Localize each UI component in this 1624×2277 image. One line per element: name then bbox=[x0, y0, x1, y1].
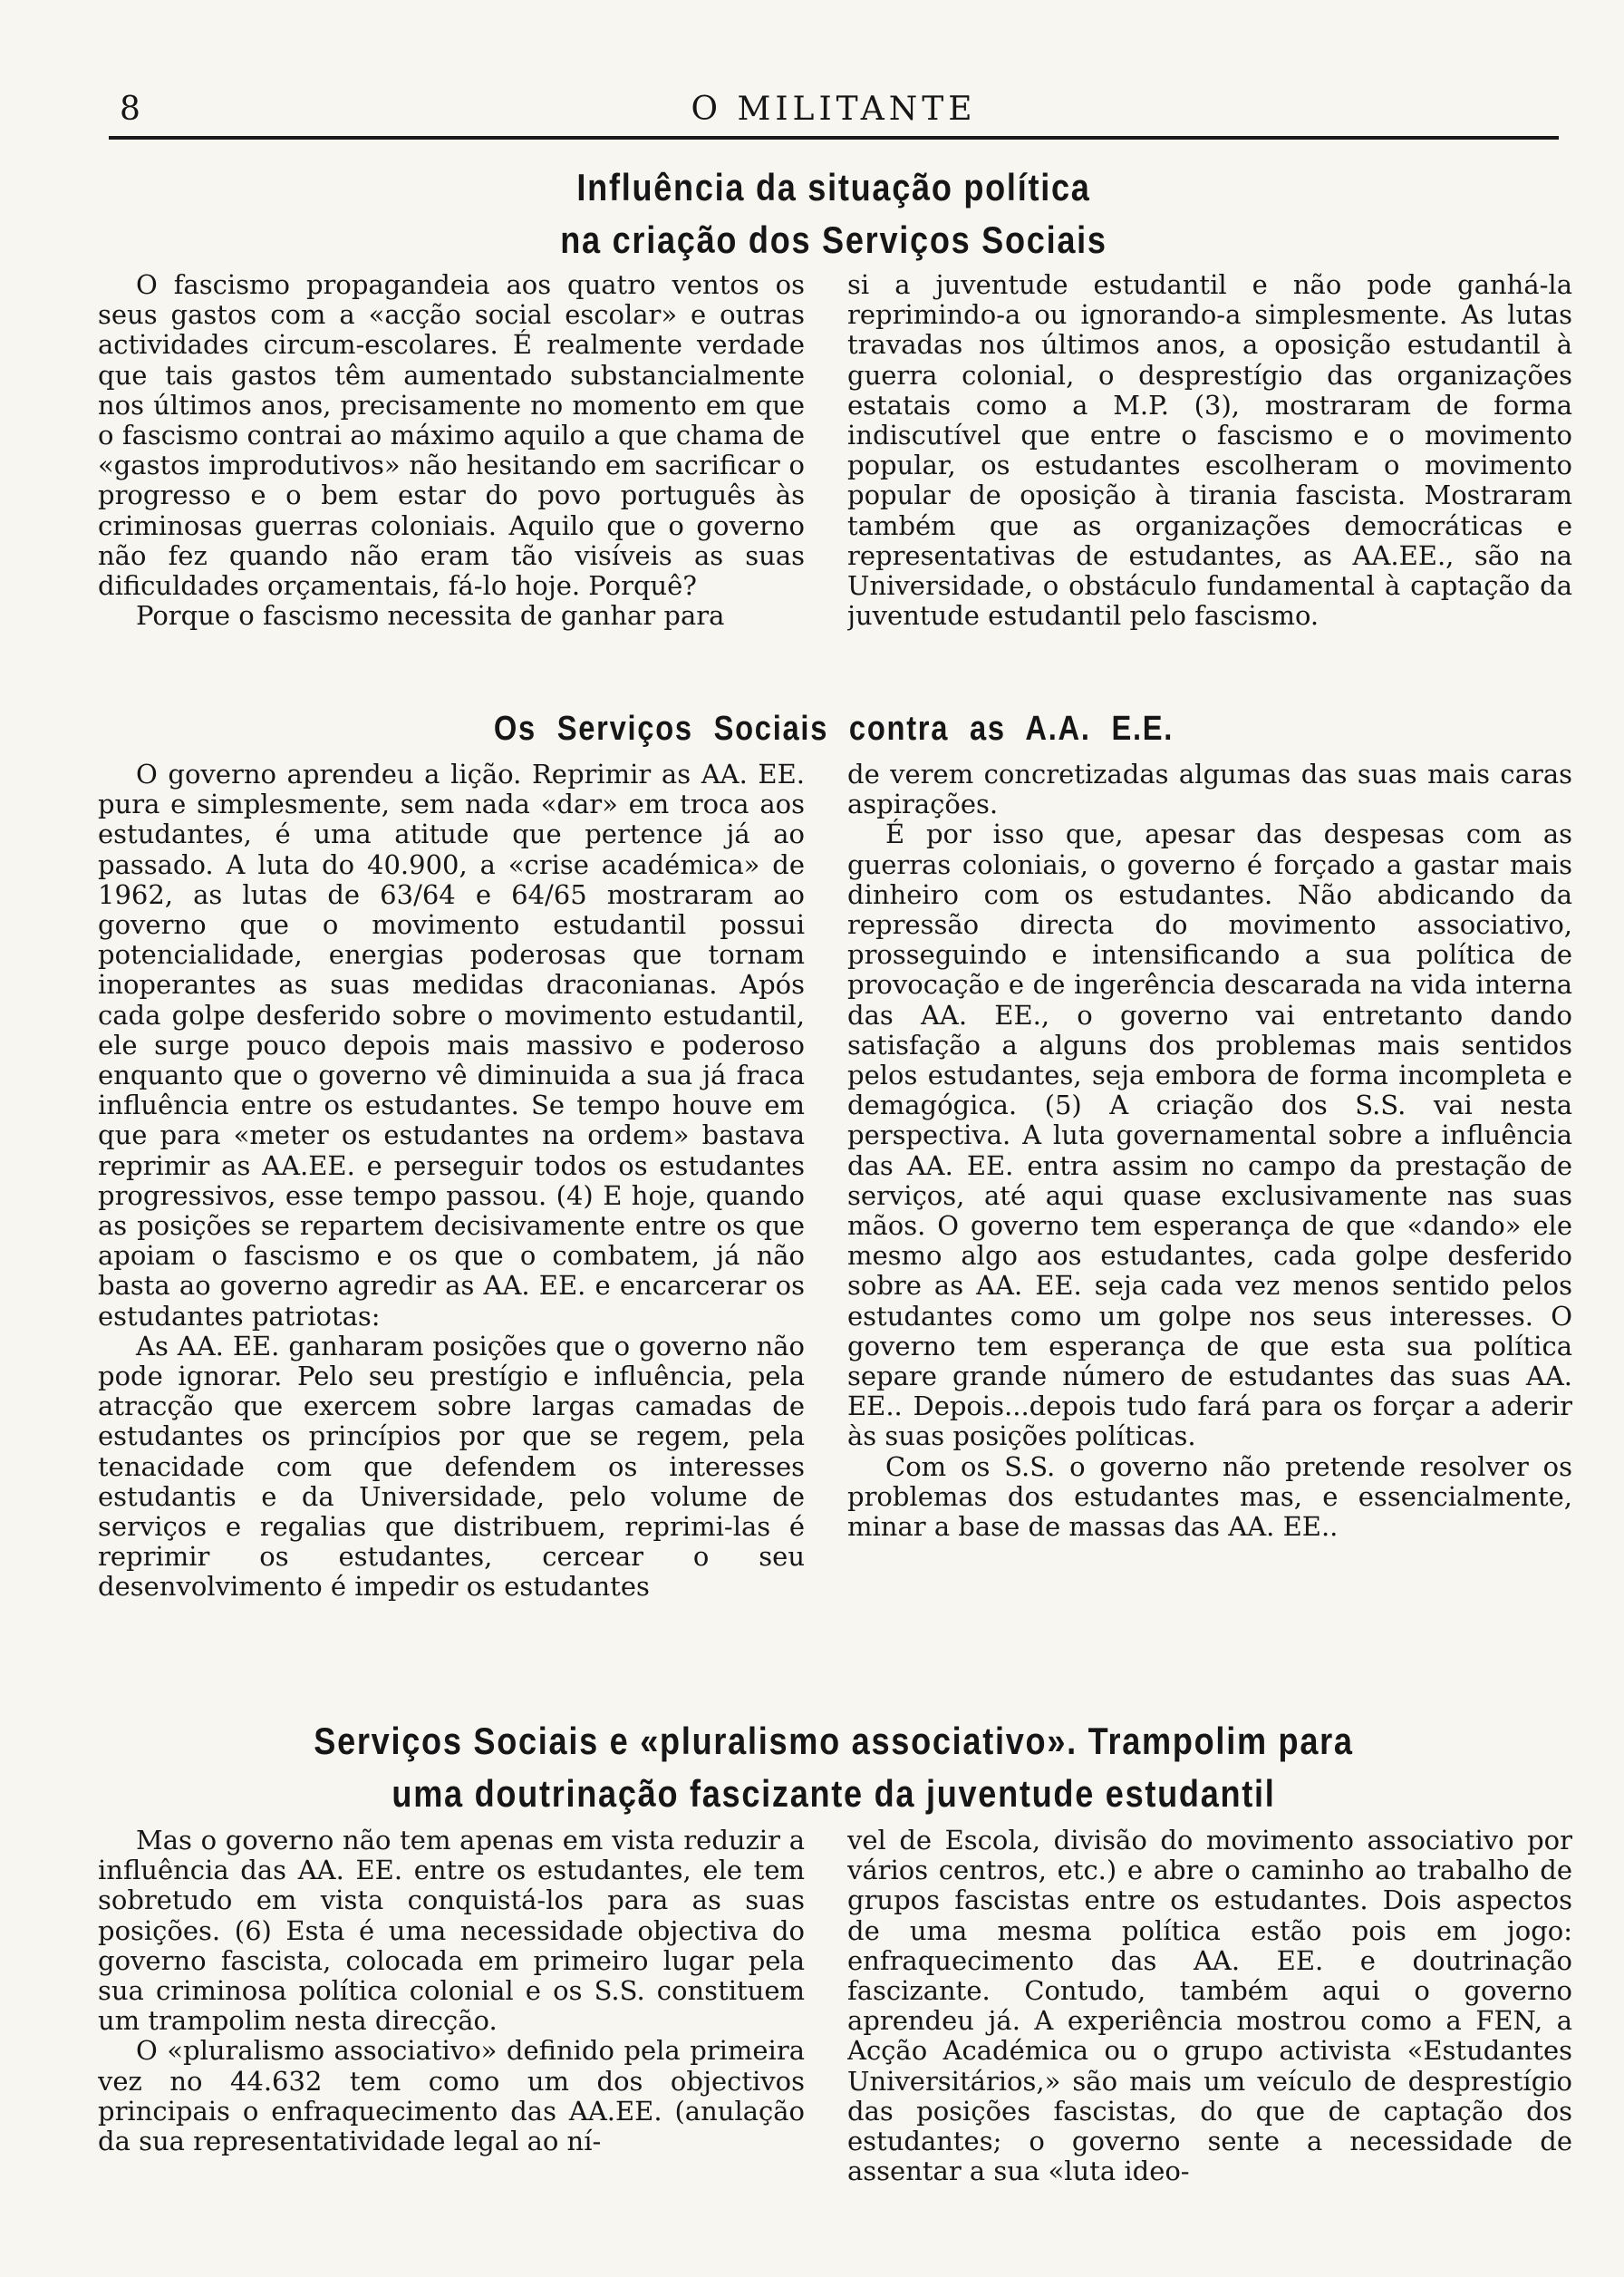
section-2-subtitle-text: Os Serviços Sociais contra as A.A. E.E. bbox=[493, 710, 1174, 748]
paragraph: Mas o governo não tem apenas em vista reduzir a influência das AA. EE. entre os estudantes, ele tem sobretudo em vista conquistá-los para as suas posições. (6) Esta é uma necessidade objectiva do governo fascista, colocada em primeiro lugar pela sua criminosa política colonial e os S.S. constituem um trampolim nesta direcção. bbox=[98, 1826, 805, 2037]
running-header bbox=[109, 91, 1559, 136]
paragraph: de verem concretizadas algumas das suas mais caras aspirações. bbox=[847, 760, 1572, 820]
section-3-title bbox=[210, 1715, 1457, 1820]
publication-title: O MILITANTE bbox=[691, 91, 977, 128]
paragraph: É por isso que, apesar das despesas com as guerras coloniais, o governo é forçado a gastar mais dinheiro com os estudantes. Não abdicando da repressão directa do movimento associativo, prosseguindo e intensificando a sua política de provocação e de ingerência descarada na vida interna das AA. EE., o governo vai entretanto dando satisfação a alguns dos problemas mais sentidos pelos estudantes, seja embora de forma incompleta e demagógica. (5) A criação dos S.S. vai nesta perspectiva. A luta governamental sobre a influência das AA. EE. entra assim no campo da prestação de serviços, até aqui quase exclusivamente nas suas mãos. O governo tem esperança de que «dando» ele mesmo algo aos estudantes, cada golpe desferido sobre as AA. EE. seja cada vez menos sentido pelos estudantes como um golpe nos seus interesses. O governo tem esperança de que esta sua política separe grande número de estudantes das suas AA. EE.. Depois...depois tudo fará para os forçar a aderir às suas posições políticas. bbox=[847, 819, 1572, 1452]
section-1-title bbox=[210, 161, 1457, 266]
paragraph: vel de Escola, divisão do movimento associativo por vários centros, etc.) e abre o caminho ao trabalho de grupos fascistas entre os estudantes. Dois aspectos de uma mesma política estão pois em jogo: enfraquecimento das AA. EE. e doutrinação fascizante. Contudo, também aqui o governo aprendeu já. A experiência mostrou como a FEN, a Acção Académica ou o grupo activista «Estudantes Universitários,» são mais um veículo de desprestígio das posições fascistas, do que de captação dos estudantes; o governo sente a necessidade de assentar a sua «luta ideo- bbox=[847, 1826, 1572, 2187]
section-1-left-column bbox=[98, 270, 805, 693]
paragraph: O «pluralismo associativo» definido pela primeira vez no 44.632 tem como um dos objectivos principais o enfraquecimento das AA.EE. (anulação da sua representatividade legal ao ní- bbox=[98, 2035, 805, 2157]
paragraph: Porque o fascismo necessita de ganhar para bbox=[136, 600, 725, 632]
paragraph: As AA. EE. ganharam posições que o governo não pode ignorar. Pelo seu prestígio e influência, pela atracção que exercem sobre largas camadas de estudantes os princípios por que se regem, pela tenacidade com que defendem os interesses estudantis e da Universidade, pelo volume de serviços e regalias que distribuem, reprimi-las é reprimir os estudantes, cercear o seu desenvolvimento é impedir os estudantes bbox=[98, 1330, 805, 1603]
paragraph: O governo aprendeu a lição. Reprimir as AA. EE. pura e simplesmente, sem nada «dar» em troca aos estudantes, é uma atitude que pertence já ao passado. A luta do 40.900, a «crise académica» de 1962, as lutas de 63/64 e 64/65 mostraram ao governo que o movimento estudantil possui potencialidade, energias poderosas que tornam inoperantes as suas medidas draconianas. Após cada golpe desferido sobre o movimento estudantil, ele surge pouco depois mais massivo e poderoso enquanto que o governo vê diminuida a sua já fraca influência entre os estudantes. Se tempo houve em que para «meter os estudantes na ordem» bastava reprimir as AA.EE. e perseguir todos os estudantes progressivos, esse tempo passou. (4) E hoje, quando as posições se repartem decisivamente entre os que apoiam o fascismo e os que o combatem, já não basta ao governo agredir as AA. EE. e encarcerar os estudantes patriotas: bbox=[98, 760, 805, 1332]
header-divider bbox=[109, 136, 1559, 140]
paragraph: si a juventude estudantil e não pode ganhá-la reprimindo-a ou ignorando-a simplesmente. As lutas travadas nos últimos anos, a oposição estudantil à guerra colonial, o desprestígio das organizações estatais como a M.P. (3), mostraram de forma indiscutível que entre o fascismo e o movimento popular, os estudantes escolheram o movimento popular de oposição à tirania fascista. Mostraram também que as organizações democráticas e representativas de estudantes, as AA.EE., são na Universidade, o obstáculo fundamental à captação da juventude estudantil pelo fascismo. bbox=[847, 270, 1572, 632]
section-3-right-column bbox=[847, 1826, 1572, 2188]
paragraph: O fascismo propagandeia aos quatro ventos os seus gastos com a «acção social escolar» e outras actividades circum-escolares. É realmente verdade que tais gastos têm aumentado substancialmente nos últimos anos, precisamente no momento em que o fascismo contrai ao máximo aquilo a que chama de «gastos improdutivos» não hesitando em sacrificar o progresso e o bem estar do povo português às criminosas guerras coloniais. Aquilo que o governo não fez quando não eram tão visíveis as suas dificuldades orçamentais, fá-lo hoje. Porquê? bbox=[98, 270, 805, 602]
section-2-subtitle bbox=[210, 703, 1457, 754]
section-2-right-column bbox=[847, 760, 1572, 1697]
page-number: 8 bbox=[120, 91, 142, 128]
section-3-left-column bbox=[98, 1826, 805, 2188]
section-2-left-column bbox=[98, 760, 805, 1697]
section-3-title-line-2: uma doutrinação fascizante da juventude estudantil bbox=[392, 1772, 1276, 1815]
section-1-title-line-1: Influência da situação política bbox=[576, 166, 1091, 208]
paragraph: Com os S.S. o governo não pretende resolver os problemas dos estudantes mas, e essencialmente, minar a base de massas das AA. EE.. bbox=[847, 1450, 1572, 1543]
section-1-right-column bbox=[847, 270, 1572, 693]
section-1-title-line-2: na criação dos Serviços Sociais bbox=[560, 218, 1107, 261]
section-3-title-line-1: Serviços Sociais e «pluralismo associativo». Trampolim para bbox=[314, 1720, 1354, 1762]
